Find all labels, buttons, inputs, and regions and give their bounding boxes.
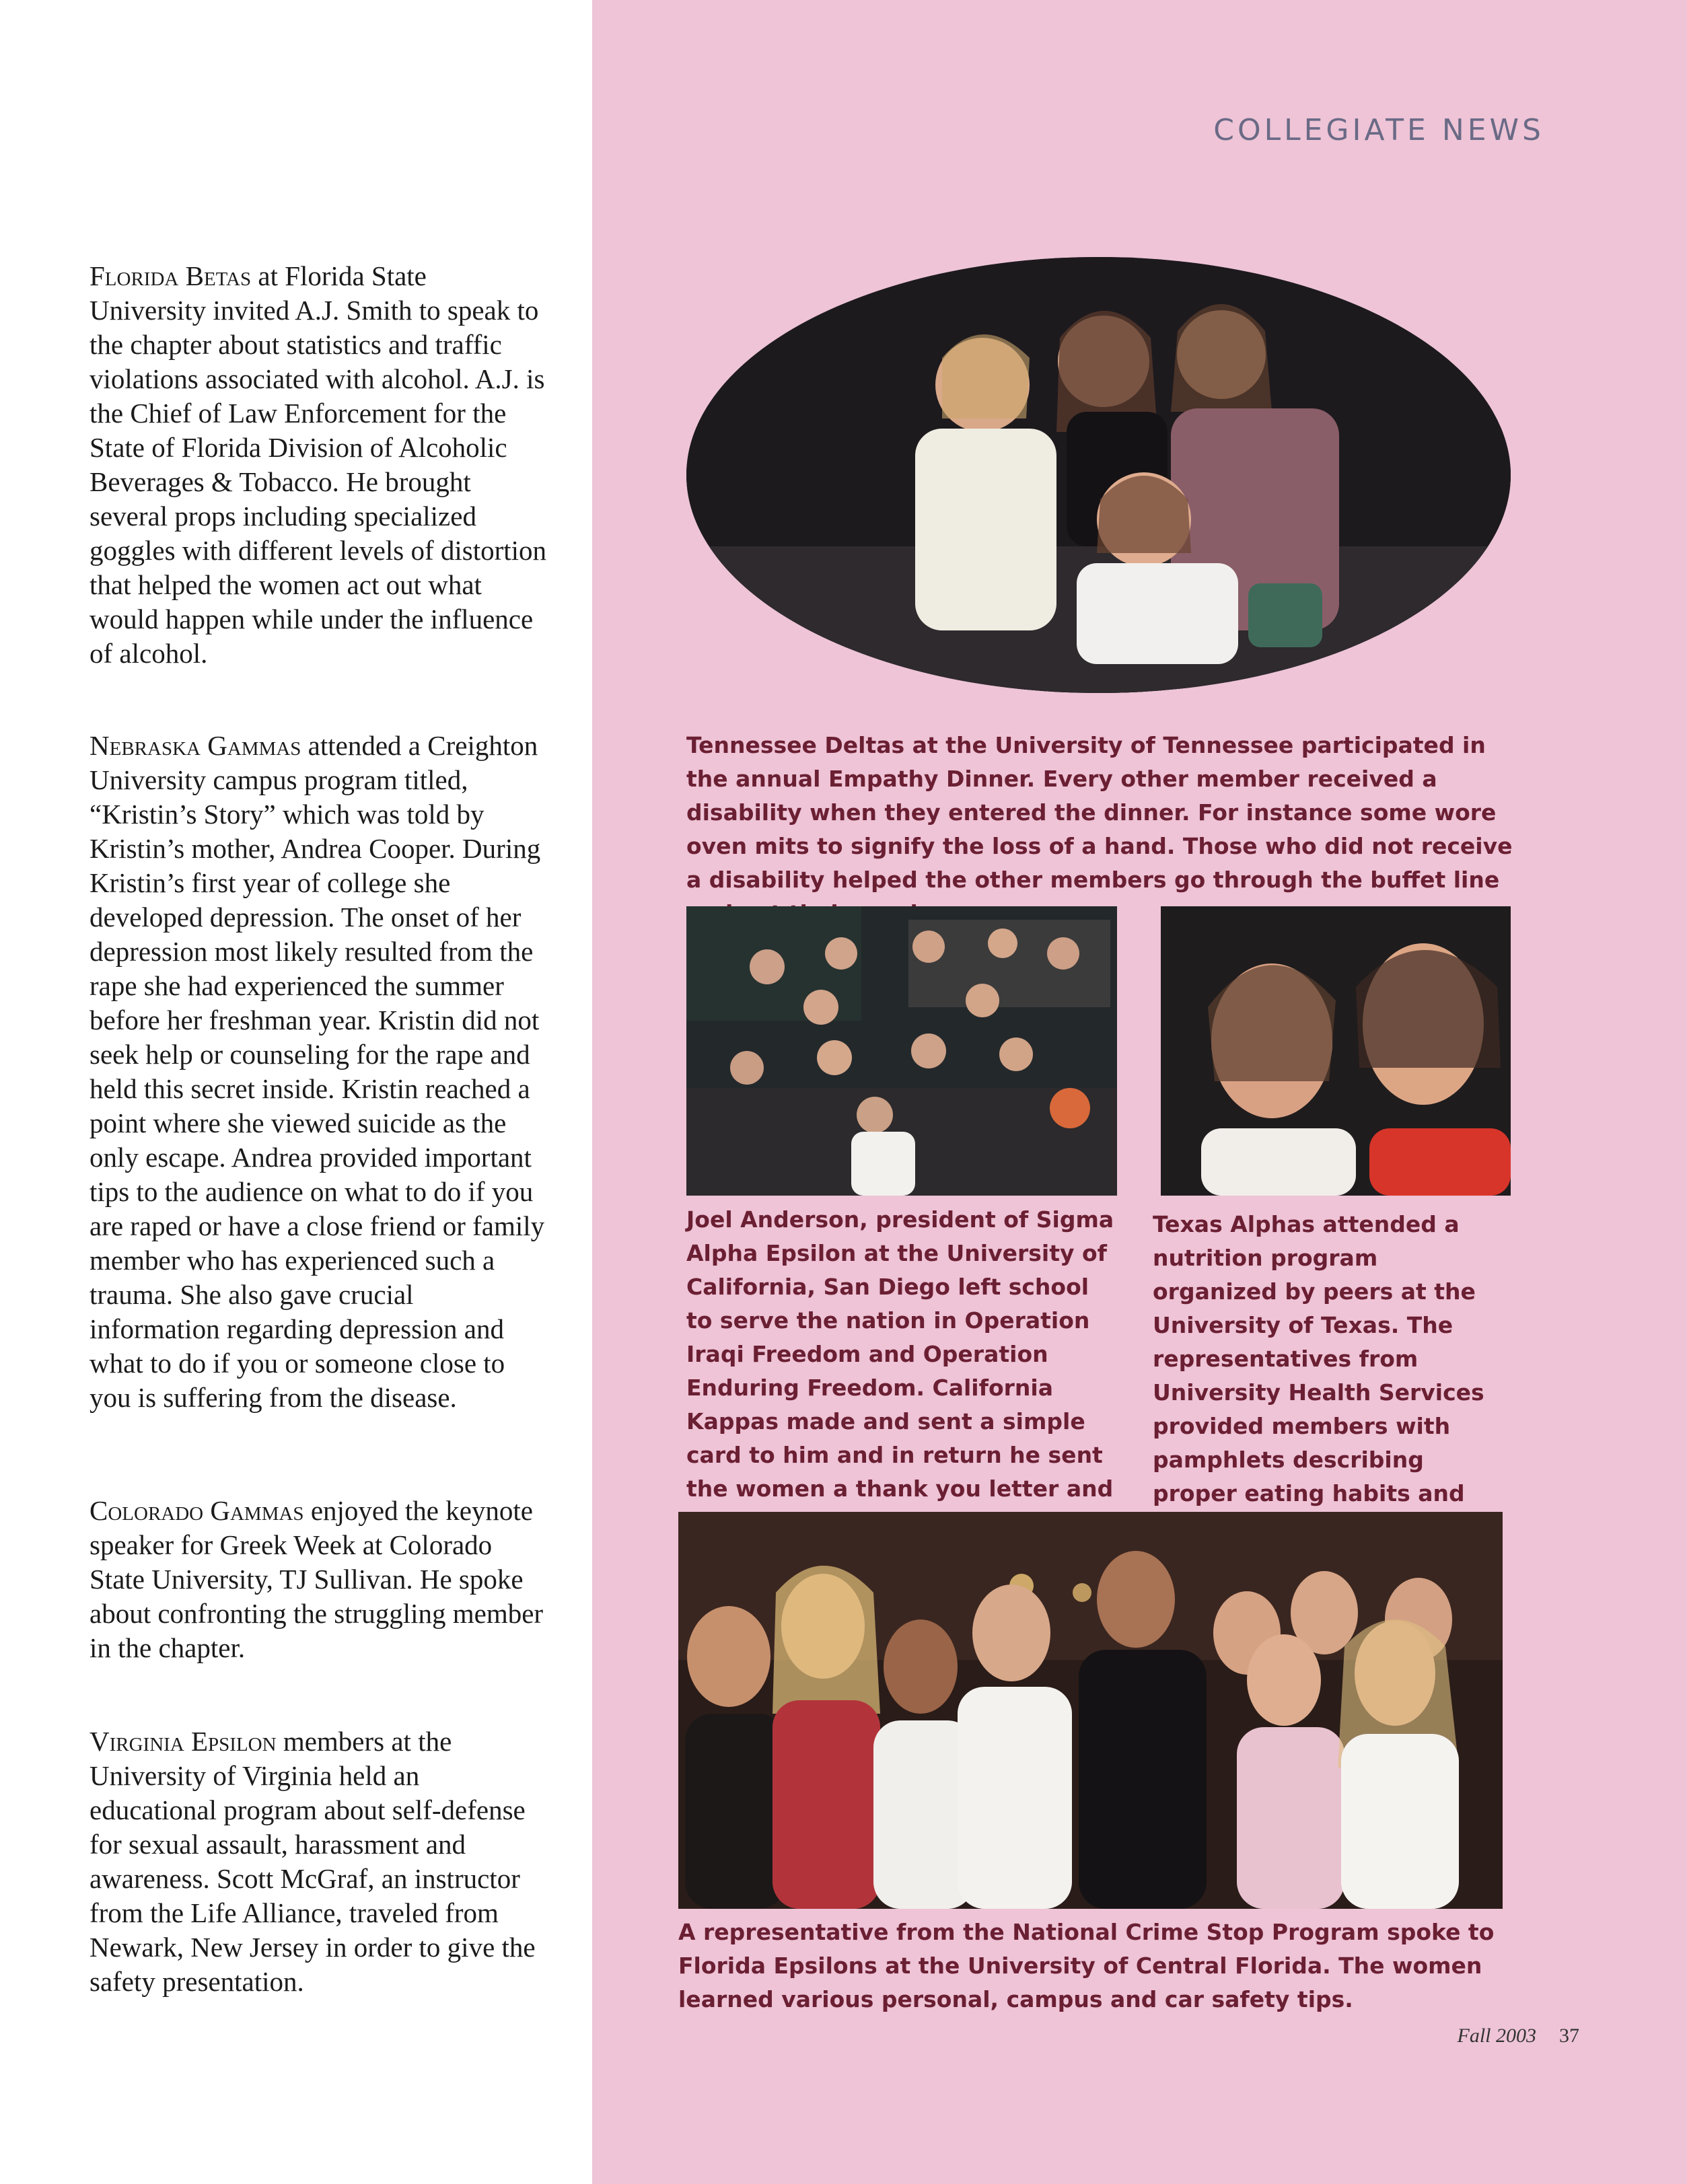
article-body: enjoyed the keynote speaker for Greek Week at Colorado State University, TJ Sullivan. He spoke about confronting the struggling member in the chapter. [89, 1495, 544, 1663]
photo-tennessee-deltas [686, 257, 1511, 693]
caption-tennessee-deltas: Tennessee Deltas at the University of Tennessee participated in the annual Empathy Dinner. Every other member received a disability when they entered the dinner. For instance some wore oven mits to signify the loss of a hand. Those who did not receive a disability helped the other members go through the buffet line [686, 732, 1513, 893]
caption-california-kappas: Joel Anderson, president of Sigma Alpha Epsilon at the University of California, San Diego left school to serve the nation in Operation Iraqi Freedom and Operation Enduring Freedom. California Kappas made and sent a simple card to him and in return he sent the women a thank you letter and [686, 1206, 1114, 1502]
caption-florida-epsilons: A representative from the National Crime Stop Program spoke to Florida Epsilons at the University of Central Florida. The women learned various personal, campus and car safety tips. [678, 1919, 1495, 2012]
photo-california-kappas [686, 906, 1117, 1196]
article-body: at Florida State University invited A.J. Smith to speak to the chapter about statistics and traffic violations associated with alcohol. A.J. is the Chief of Law Enforcement for the State of Florida Division of Alcoholic Beverages & Tobacco. He brought several props including specialized goggles with different levels of distortion that helped the women act out what would happen while under the influence of alcohol. [89, 260, 547, 669]
text-column [0, 0, 592, 2184]
article-lead: Colorado Gammas [89, 1495, 304, 1526]
section-header: COLLEGIATE NEWS [1213, 113, 1544, 147]
article-body: attended a Creighton University campus program titled, “Kristin’s Story” which was told by Kristin’s mother, Andrea Cooper. During Kristin’s first year of college she developed depression. The onset of her depression most likely resulted from the rape she had experienced the summer before her freshman year. Kristin did not seek help or counseling for the rape and held this secret inside. Kristin reached a point where she viewed suicide as the only escape. Andrea provided important tips to the audience on what to do if you are raped or have a close friend or family member who has experienced such a trauma. She also gave crucial information regarding depression and what to do if you or someone close to you is suffering from the disease. [89, 730, 545, 1413]
article-body: members at the University of Virginia held an educational program about self-defense for sexual assault, harassment and awareness. Scott McGraf, an instructor from the Life Alliance, traveled from Newark, New Jersey in order to give the safety presentation. [89, 1726, 536, 1997]
photo-texas-alphas [1161, 906, 1511, 1196]
issue-season: Fall 2003 [1457, 2025, 1536, 2047]
article-lead: Nebraska Gammas [89, 730, 301, 761]
article-lead: Florida Betas [89, 260, 252, 291]
article-nebraska-gammas [89, 729, 547, 1415]
group-photo-image [686, 257, 1511, 693]
article-florida-betas [89, 259, 547, 671]
group-photo-image [686, 906, 1117, 1196]
page-number: 37 [1559, 2025, 1579, 2047]
photo-florida-epsilons [678, 1512, 1503, 1909]
group-photo-image [678, 1512, 1503, 1909]
photo-image [1161, 906, 1511, 1196]
caption-texas-alphas: Texas Alphas attended a nutrition program organized by peers at the University of Texas. The representatives from University Health Services provided members with pamphlets describing proper eating habits and [1153, 1211, 1484, 1506]
article-virginia-epsilon [89, 1724, 547, 1999]
photo-column [592, 0, 1687, 2184]
page-footer [1458, 2025, 1580, 2047]
article-colorado-gammas [89, 1494, 547, 1665]
article-lead: Virginia Epsilon [89, 1726, 277, 1757]
